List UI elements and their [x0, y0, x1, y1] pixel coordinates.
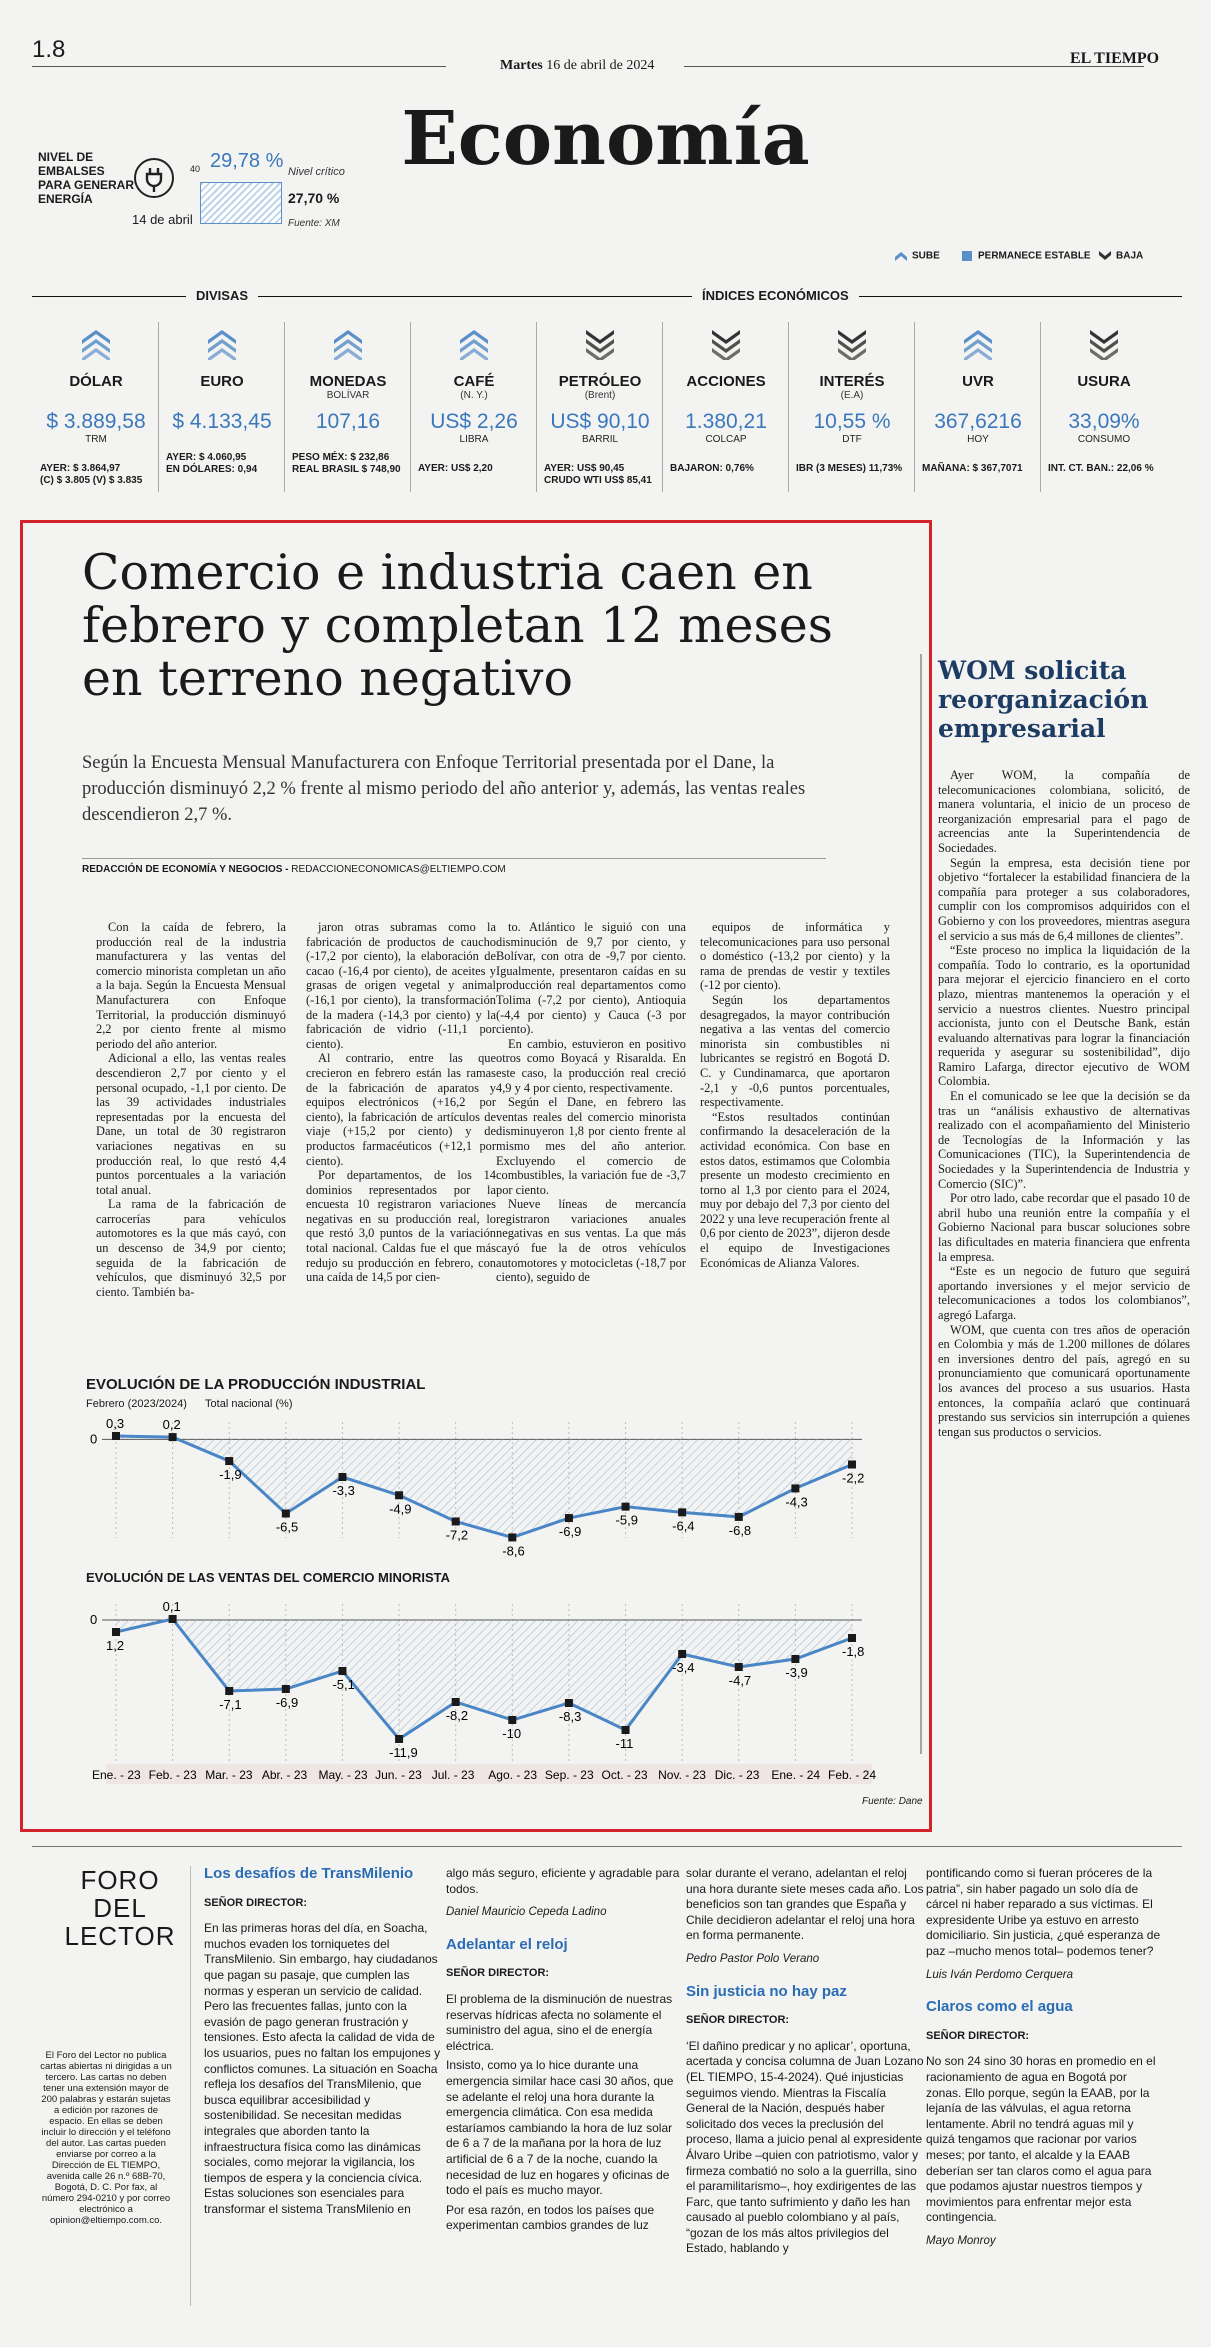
indicator-sub: (Brent) [584, 390, 616, 401]
indicator-foot-2: CRUDO WTI US$ 85,41 [544, 475, 652, 486]
data-label: 0,1 [162, 1599, 181, 1614]
data-label: -11,9 [389, 1745, 418, 1760]
x-tick-label: Ago. - 23 [488, 1768, 538, 1782]
indicator-separator [788, 322, 789, 492]
sidebar-paragraph: “Este es un negocio de futuro que seguirá aportando inversiones y el mejor servicio de telecomunicaciones a todos los colombianos”, agregó Lafarga. [938, 1264, 1190, 1322]
chart-retail [82, 1590, 902, 1790]
indicator-sub: BOLÍVAR [326, 390, 370, 401]
letter-salutation: SEÑOR DIRECTOR: [926, 2029, 1030, 2042]
indicator-4 [538, 322, 662, 492]
data-point [112, 1628, 120, 1636]
indicator-footnote [34, 463, 158, 487]
indicator-unit: BARRIL [581, 434, 619, 445]
indicator-footnote [412, 463, 536, 475]
article-paragraph: equipos de informática y telecomunicaciones para uso personal o doméstico (-13,2 por ciento) y la rama de prendas de vestir y textiles (-12 por ciento). [700, 920, 890, 993]
article-paragraph: La rama de la fabricación de carrocerías para vehículos automotores es la que más cayó, con un descenso de 34,9 por ciento; seguida de la fabricación de vehículos, que disminuyó 32,5 por ciento. También ba- [96, 1197, 286, 1299]
data-label: -11 [615, 1736, 634, 1751]
letter-signature: Daniel Mauricio Cepeda Ladino [446, 1906, 607, 1919]
indicator-foot-1: BAJARON: 0,76% [670, 463, 754, 474]
data-label: -3,3 [332, 1483, 355, 1499]
indicator-unit: TRM [85, 434, 107, 445]
indicator-foot-1: AYER: US$ 2,20 [418, 463, 493, 474]
data-label: -2,2 [842, 1470, 865, 1486]
letter-transmilenio [204, 1866, 442, 2221]
indicator-footnote [790, 463, 914, 475]
data-point [338, 1473, 346, 1481]
article-paragraph: Nueve líneas de mercancía registraron variaciones anuales negativas en sus ventas. La que más cayó fue la de otros vehículos automotores y motocicletas (-18,7 por ciento), seguido de [496, 1197, 686, 1285]
zero-tick-label: 0 [90, 1431, 98, 1447]
indicator-sub [664, 390, 788, 402]
article-paragraph: Adicional a ello, las ventas reales descendieron 2,7 por ciento y el personal ocupado, -1,1 por ciento. De las 39 actividades industriales representadas por la encuesta del Dane, un total de 30 registraron variaciones negativas en su producción real, lo que restó 4,4 puntos porcentuales a la variación total anual. [96, 1051, 286, 1197]
indicator-footnote [916, 463, 1040, 475]
x-tick-label: May. - 23 [318, 1768, 368, 1782]
reservoir-label: NIVEL DE EMBALSES PARA GENERAR ENERGÍA [38, 150, 135, 206]
indicator-value: $ 3.889,58 [46, 410, 146, 433]
data-label: -6,9 [275, 1695, 299, 1710]
data-point [112, 1432, 120, 1440]
indicator-separator [662, 322, 663, 492]
section-title: Economía [401, 96, 810, 182]
indicator-foot-1: INT. CT. BAN.: 22,06 % [1048, 463, 1154, 474]
letter-paragraph: En las primeras horas del día, en Soacha, muchos evaden los torniquetes del TransMilenio. Sin embargo, hay ciudadanos que pagan su pasaje, que cumplen las normas y esperan un servicio de calidad. Pero las frecuentes fallas, junto con la evasión de pago generan frustración y tensiones. Esto afecta la calidad de vida de los usuarios, pues no faltan los empujones y conflictos comunes. La situación en Soacha refleja los desafíos del TransMilenio, que busca equilibrar accesibilidad y sostenibilidad. Se necesitan medidas integrales que aborden tanto la infraestructura física como las dinámicas sociales, como mejorar la vigilancia, los tiempos de espera y la conciencia cívica. Estas soluciones son esenciales para transformar el sistema TransMilenio en [204, 1921, 441, 2216]
data-point [848, 1460, 856, 1468]
x-tick-label: Mar. - 23 [205, 1768, 253, 1782]
indicator-name: PETRÓLEO [558, 373, 642, 390]
data-label: -7,2 [445, 1527, 469, 1543]
chart-production-period: Febrero (2023/2024) [86, 1398, 187, 1410]
data-label: -6,5 [275, 1519, 299, 1535]
reservoir-level-gauge [200, 182, 282, 224]
letter-continuation: pontificando como si fueran próceres de la patria”, sin haber pagado un solo día de cárcel ni haber reparado a sus víctimas. El expresidente Uribe ya estuvo en arresto domiciliario. Sin justicia, ¿qué esperanza de paz –mucho menos total– podemos tener? [926, 1866, 1161, 1958]
up-chevrons-icon [961, 326, 995, 360]
data-label: -8,3 [558, 1709, 582, 1724]
foro-note: El Foro del Lector no publica cartas abiertas ni dirigidas a un tercero. Las cartas no deben tener una extensión mayor de 200 palabras y estarán sujetas a edición por razones de espacio. En ellas se deben incluir lo dirección y el teléfono del autor. Las cartas pueden enviarse por correo a la Dirección de EL TIEMPO, avenida calle 26 n.º 68B-70, Bogotá, D. C. Por fax, al número 294-0210 y por correo electrónico a opinion@eltiempo.com.co. [40, 2050, 172, 2226]
chart-production-ylabel: Total nacional (%) [205, 1398, 293, 1410]
indicator-foot-1: PESO MÉX: $ 232,86 [292, 452, 390, 463]
up-chevrons-icon [331, 326, 365, 360]
indicator-7 [916, 322, 1040, 492]
data-point [225, 1457, 233, 1465]
letter-continuation: algo más seguro, eficiente y agradable para todos. [446, 1866, 680, 1896]
indicator-value: 1.380,21 [685, 410, 767, 433]
indicator-separator [1040, 322, 1041, 492]
indicator-separator [536, 322, 537, 492]
indicator-footnote [538, 463, 662, 487]
header-rule-left [32, 66, 446, 67]
indicator-foot-2: REAL BRASIL $ 748,90 [292, 464, 401, 475]
data-label: -6,9 [558, 1524, 582, 1540]
article-paragraph: Con la caída de febrero, la producción real de la industria manufacturera y las ventas del comercio minorista completan un año a la baja. Según la Encuesta Mensual Manufacturera con Enfoque Territorial, la producción disminuyó 2,2 por ciento frente al mismo periodo del año anterior. [96, 920, 286, 1051]
data-label: -1,8 [842, 1644, 865, 1659]
letter-justicia [686, 1866, 924, 2261]
sidebar-title: WOM solicita reorganización empresarial [938, 656, 1149, 743]
chart-production [82, 1410, 902, 1560]
sidebar-paragraph: Por otro lado, cabe recordar que el pasado 10 de abril hubo una reunión entre la compañía y el Gobierno Nacional para buscar soluciones sobre las dificultades en materia financiera que enfrenta la empresa. [938, 1191, 1190, 1264]
article-deck: Según la Encuesta Mensual Manufacturera con Enfoque Territorial presentada por el Dane, la producción disminuyó 2,2 % frente al mismo periodo del año anterior y, además, las ventas reales descendieron 2,7 %. [82, 753, 806, 825]
x-tick-label: Nov. - 23 [658, 1768, 706, 1782]
reservoir-critical-value: 27,70 % [288, 190, 340, 206]
byline-name: REDACCIÓN DE ECONOMÍA Y NEGOCIOS - [82, 864, 289, 875]
x-tick-label: Jul. - 23 [431, 1768, 475, 1782]
reservoir-critical-label: Nivel crítico [288, 166, 345, 178]
data-label: -6,8 [728, 1522, 752, 1538]
x-tick-label: Oct. - 23 [601, 1768, 648, 1782]
article-paragraph: Por departamentos, de los 14 dominios representados por la encuesta 10 registraron variaciones negativas en su producción real, lo que restó 3,0 puntos de la variación total nacional. Caldas fue el que más redujo su producción en febrero, con una caída de 14,5 por cien- [306, 1168, 496, 1285]
legend-up-label: SUBE [912, 250, 940, 262]
article-paragraph: En cambio, estuvieron en positivo otros como Boyacá y Risaralda. En este caso, la producción real creció 4,9 y 4 por ciento, respectivamente. [496, 1036, 686, 1095]
letter-paragraph: ‘El dañino predicar y no aplicar’, oportuna, acertada y concisa columna de Juan Lozano (EL TIEMPO, 15-4-2024). Qué injusticias seguimos viendo. Mientras la Fiscalía General de la Nación, después haber solicitado dos veces la preclusión del proceso, llama a juicio penal al expresidente Álvaro Uribe –quien con patriotismo, valor y firmeza combatió no solo a la guerrilla, sino el paramilitarismo–, hoy exdirigentes de las Farc, que tanto sufrimiento y daño les han causado al pueblo colombiano y al país, “gozan de los más altos privilegios del Estado, hablando y [686, 2038, 924, 2256]
indices-title: ÍNDICES ECONÓMICOS [692, 288, 859, 303]
letter-paragraph: Por esa razón, en todos los países que experimentan cambios grandes de luz [446, 2202, 655, 2233]
indicator-foot-1: IBR (3 MESES) 11,73% [796, 463, 903, 474]
letter-reloj [446, 1866, 684, 2238]
up-chevrons-icon [205, 326, 239, 360]
reservoir-source: Fuente: XM [288, 218, 340, 229]
data-label: 1,2 [106, 1638, 125, 1653]
indicator-footnote [664, 463, 788, 475]
indicator-foot-2: (C) $ 3.805 (V) $ 3.835 [40, 475, 143, 486]
letter-salutation: SEÑOR DIRECTOR: [446, 1967, 550, 1980]
data-point [508, 1533, 516, 1541]
byline-rule [82, 858, 826, 859]
indicator-unit: DTF [842, 434, 862, 445]
down-chevrons-icon [709, 326, 743, 360]
data-point [791, 1655, 799, 1663]
data-point [395, 1735, 403, 1743]
sidebar-body [938, 768, 1190, 1439]
data-point [452, 1517, 460, 1525]
indicator-2 [286, 322, 410, 492]
reservoir-max-tick: 40 [190, 164, 201, 174]
data-label: -1,9 [219, 1467, 242, 1483]
stable-square-icon [960, 250, 974, 262]
foro-title: FORO DEL LECTOR [64, 1865, 176, 1951]
foro-rule [32, 1846, 1182, 1847]
x-tick-label: Dic. - 23 [714, 1768, 760, 1782]
data-label: -5,1 [332, 1677, 355, 1692]
indicator-name: MONEDAS [309, 373, 387, 390]
indicator-name: UVR [962, 373, 994, 390]
down-chevrons-icon [835, 326, 869, 360]
letter-paragraph: El problema de la disminución de nuestras reservas hídricas afecta no solamente el suministro del agua, sino el de energía eléctrica. [446, 1991, 673, 2053]
legend-stable [960, 250, 1091, 262]
indicator-foot-1: AYER: $ 3.864,97 [40, 463, 121, 474]
letter-paragraph: Insisto, como ya lo hice durante una emergencia similar hace casi 30 años, que se adelante el reloj una hora durante la emergencia climática. Con esa medida estaríamos cambiando la hora de luz solar de 6 a 7 de la mañana por la hora de luz artificial de 6 a 7 de la noche, cuando la necesidad de luz en hogares y oficinas de todo el país es mucho mayor. [446, 2058, 674, 2198]
data-point [452, 1698, 460, 1706]
letter-title: Los desafíos de TransMilenio [204, 1865, 414, 1882]
letter-signature: Mayo Monroy [926, 2234, 996, 2247]
indicator-name: ACCIONES [686, 373, 766, 390]
indicator-value: US$ 2,26 [430, 410, 518, 433]
indicator-sub [1042, 390, 1166, 402]
indicator-sub [916, 390, 1040, 402]
data-label: -4,3 [785, 1494, 808, 1510]
data-point [169, 1615, 177, 1623]
data-point [622, 1726, 630, 1734]
indicator-8 [1042, 322, 1166, 492]
data-label: -10 [502, 1726, 522, 1741]
article-paragraph: “Estos resultados continúan confirmando la desaceleración de la actividad económica. Con base en estos datos, estimamos que Colombia presente un modesto crecimiento en torno al 1,3 por ciento para el 2024, muy por debajo del 7,3 por ciento del 2022 y una leve recuperación frente al 0,6 por ciento de 2023”, dijeron desde el equipo de Investigaciones Económicas de Alianza Valores. [700, 1109, 890, 1270]
data-point [565, 1514, 573, 1522]
data-point [169, 1433, 177, 1441]
indicator-name: DÓLAR [69, 373, 123, 390]
data-point [791, 1484, 799, 1492]
indicator-value: 33,09% [1068, 410, 1140, 433]
header-date-rest: 16 de abril de 2024 [546, 58, 655, 73]
down-chevrons-icon [583, 326, 617, 360]
indicator-6 [790, 322, 914, 492]
data-point [508, 1716, 516, 1724]
newspaper-name: EL TIEMPO [1070, 50, 1160, 67]
letter-continuation: solar durante el verano, adelantan el reloj una hora durante siete meses cada año. Los beneficios son tan grandes que España y Chile decidieron adelantar el reloj una hora en forma permanente. [686, 1866, 924, 1943]
indicator-separator [284, 322, 285, 492]
indicator-footnote [1042, 463, 1166, 475]
letter-agua [926, 1866, 1164, 2265]
header-date [500, 58, 654, 74]
indicator-separator [914, 322, 915, 492]
data-label: -5,9 [615, 1512, 638, 1528]
data-point [565, 1699, 573, 1707]
indicator-sub [160, 390, 284, 402]
sidebar-paragraph: Según la empresa, esta decisión tiene por objetivo “fortalecer la estabilidad financiera de la compañía para proteger a sus colaboradores, cumplir con los compromisos adquiridos con el Gobierno y con los proveedores, mientras asegura el servicio a sus más de 6,4 millones de clientes”. [938, 855, 1190, 943]
legend-up [894, 250, 940, 262]
x-tick-label: Jun. - 23 [375, 1768, 422, 1782]
data-point [678, 1650, 686, 1658]
chart-production-title: EVOLUCIÓN DE LA PRODUCCIÓN INDUSTRIAL [86, 1376, 426, 1393]
indicator-unit: HOY [967, 434, 989, 445]
indicator-foot-2: EN DÓLARES: 0,94 [166, 464, 258, 475]
x-tick-label: Feb. - 24 [828, 1768, 877, 1782]
article-paragraph: Según los departamentos desagregados, la mayor contribución negativa a las ventas del comercio minorista sin combustibles ni lubricantes se registró en Bogotá D. C. y Cundinamarca, que aportaron -2,1 y -0,6 puntos porcentuales, respectivamente. [700, 992, 890, 1110]
chart-source: Fuente: Dane [862, 1796, 923, 1807]
page-number: 1.8 [32, 36, 66, 63]
data-label: -4,9 [389, 1501, 412, 1517]
data-point [395, 1491, 403, 1499]
indicator-5 [664, 322, 788, 492]
indicator-foot-1: AYER: US$ 90,45 [544, 463, 625, 474]
power-plug-icon [134, 158, 174, 198]
sidebar-paragraph: En el comunicado se lee que la decisión se da tras un “análisis exhaustivo de alternativas realizado con el acompañamiento del Ministerio de Tecnologías de la Información y las Comunicaciones (TIC), la Superintendencia de Sociedades y la Superintendencia de Industria y Comercio (SIC)”. [938, 1089, 1190, 1191]
indicator-unit: CONSUMO [1077, 434, 1131, 445]
x-tick-label: Feb. - 23 [148, 1768, 197, 1782]
data-point [225, 1687, 233, 1695]
indicator-separator [410, 322, 411, 492]
indicator-foot-1: MAÑANA: $ 367,7071 [922, 463, 1023, 474]
reservoir-date: 14 de abril [132, 212, 193, 227]
article-paragraph: Según el Dane, en febrero las ventas reales del comercio minorista disminuyeron 1,8 por ciento frente al mismo mes del año anterior. Excluyendo el comercio de combustibles, la variación fue de -3,7 por ciento. [496, 1095, 686, 1197]
legend-down [1098, 250, 1143, 262]
data-point [282, 1510, 290, 1518]
down-chevrons-icon [1087, 326, 1121, 360]
letter-signature: Pedro Pastor Polo Verano [686, 1952, 820, 1965]
data-point [735, 1513, 743, 1521]
data-point [848, 1634, 856, 1642]
reservoir-level: 29,78 % [210, 150, 284, 172]
indicator-footnote [160, 452, 284, 476]
up-arrow-icon [894, 250, 908, 262]
indicator-name: INTERÉS [819, 373, 885, 390]
data-point [678, 1508, 686, 1516]
article-column-4 [700, 920, 890, 1270]
data-label: -6,4 [672, 1518, 695, 1534]
indicator-name: USURA [1077, 373, 1131, 390]
legend-stable-label: PERMANECE ESTABLE [978, 250, 1091, 262]
data-point [735, 1663, 743, 1671]
letter-title: Claros como el agua [926, 1998, 1073, 2016]
article-column-1 [96, 920, 286, 1299]
indicator-1 [160, 322, 284, 492]
article-column-2 [306, 920, 496, 1285]
data-point [338, 1667, 346, 1675]
indicator-value: US$ 90,10 [550, 410, 650, 433]
indicator-foot-1: AYER: $ 4.060,95 [166, 452, 247, 463]
sidebar-paragraph: WOM, que cuenta con tres años de operación en Colombia y más de 1.200 millones de dólares en inversiones dentro del país, agregó en su pronunciamiento que comunicará oportunamente los avances del proceso a sus usuarios. Hasta entonces, la compañía aclaró que continuará prestando sus servicios sin interrupción a quienes tengan sus productos o servicios. [938, 1322, 1190, 1439]
indicator-value: 367,6216 [934, 410, 1022, 433]
data-point [282, 1685, 290, 1693]
article-paragraph: jaron otras subramas como la fabricación de productos de caucho (-17,2 por ciento), la elaboración de cacao (-16,4 por ciento), de aceites y grasas de origen vegetal y animal (-16,1 por ciento), la transformación de la madera (-14,3 por ciento) y la fabricación de vidrio (-11,1 por ciento). [306, 920, 496, 1051]
letter-title: Adelantar el reloj [446, 1935, 568, 1953]
down-arrow-icon [1098, 250, 1112, 262]
letter-signature: Luis Iván Perdomo Cerquera [926, 1968, 1074, 1981]
indicator-value: $ 4.133,45 [172, 410, 272, 433]
letter-paragraph: No son 24 sino 30 horas en promedio en el racionamiento de agua en Bogotá por zonas. Ello porque, según la EAAB, por la lejanía de las válvulas, el agua retorna lentamente. Abril no tendrá aguas mil y quizá tengamos que racionar por varios meses; por tanto, el alcalde y la EAAB deberían ser tan claros como el agua para que podamos ajustar nuestros tiempos y movimientos para enfrentar mejor esta contingencia. [926, 2054, 1156, 2225]
up-chevrons-icon [79, 326, 113, 360]
data-label: -8,6 [502, 1543, 525, 1559]
indicator-3 [412, 322, 536, 492]
sidebar-paragraph: Ayer WOM, la compañía de telecomunicaciones colombiana, solicitó, de manera voluntaria, el inicio de un proceso de reorganización empresarial para el pago de acreencias ante la Superintendencia de Sociedades. [938, 768, 1190, 855]
data-label: -3,4 [672, 1660, 695, 1675]
byline-email: REDACCIONECONOMICAS@ELTIEMPO.COM [291, 864, 506, 875]
data-label: -7,1 [219, 1697, 242, 1712]
data-label: -3,9 [785, 1665, 808, 1680]
zero-tick-label: 0 [90, 1612, 98, 1627]
indicator-unit: LIBRA [459, 434, 489, 445]
x-tick-label: Sep. - 23 [544, 1768, 594, 1782]
data-label: 0,2 [162, 1417, 181, 1433]
indicator-sub: (N. Y.) [460, 390, 488, 401]
x-tick-label: Ene. - 24 [771, 1768, 821, 1782]
divisas-title: DIVISAS [186, 288, 258, 303]
article-column-3 [496, 920, 686, 1285]
article-paragraph: Al contrario, entre las que crecieron en febrero están las ramas de la fabricación de aparatos y equipos electrónicos (+16,2 por ciento), la fabricación de artículos de viaje (+15,2 por ciento) y de productos farmacéuticos (+12,1 por ciento). [306, 1051, 496, 1168]
letter-salutation: SEÑOR DIRECTOR: [204, 1896, 308, 1909]
data-label: -8,2 [445, 1708, 469, 1723]
x-tick-label: Abr. - 23 [261, 1768, 308, 1782]
legend-down-label: BAJA [1116, 250, 1144, 262]
indicator-sub: (E.A) [840, 390, 864, 401]
chart-production-subtitle [86, 1398, 292, 1410]
indicator-footnote [286, 452, 410, 476]
foro-separator [190, 1866, 191, 2306]
indicator-name: EURO [200, 373, 244, 390]
indicator-value: 107,16 [315, 410, 381, 433]
indicator-sub [34, 390, 158, 402]
letter-salutation: SEÑOR DIRECTOR: [686, 2014, 790, 2027]
sidebar-paragraph: “Este proceso no implica la liquidación de la compañía. Todo lo contrario, es la oportunidad para mejorar el ejercicio financiero en el corto plazo, mientras mantenemos la operación y el servicio a nuestros clientes. Nuestro principal accionista, junto con el Deutsche Bank, están evaluando alternativas para lograr la financiación requerida y asegurar su sostenibilidad”, dijo Ramiro Lafarga, director ejecutivo de WOM Colombia. [938, 943, 1190, 1089]
article-paragraph: to. Atlántico le siguió con una disminución de 9,7 por ciento, y Bolívar, con otra de -9,7 por ciento. Igualmente, presentaron caídas en su producción real departamentos como Tolima (-7,2 por ciento), Antioquia (-4,4 por ciento) y Cauca (-3 por ciento). [496, 920, 686, 1037]
sidebar-rule [918, 654, 924, 1754]
article-byline [82, 864, 506, 875]
data-point [622, 1503, 630, 1511]
article-headline: Comercio e industria caen en febrero y completan 12 meses en terreno negativo [82, 544, 833, 707]
letter-title: Sin justicia no hay paz [686, 1982, 847, 2000]
header-date-weekday: Martes [500, 58, 543, 73]
x-tick-label: Ene. - 23 [92, 1768, 141, 1782]
indicator-unit: COLCAP [705, 434, 747, 445]
indicator-separator [158, 322, 159, 492]
data-label: 0,3 [106, 1415, 125, 1431]
indicator-0 [34, 322, 158, 492]
up-chevrons-icon [457, 326, 491, 360]
data-label: -4,7 [728, 1673, 752, 1688]
indicator-value: 10,55 % [813, 410, 891, 433]
indicator-name: CAFÉ [453, 373, 495, 390]
chart-retail-title: EVOLUCIÓN DE LAS VENTAS DEL COMERCIO MINORISTA [86, 1570, 451, 1585]
